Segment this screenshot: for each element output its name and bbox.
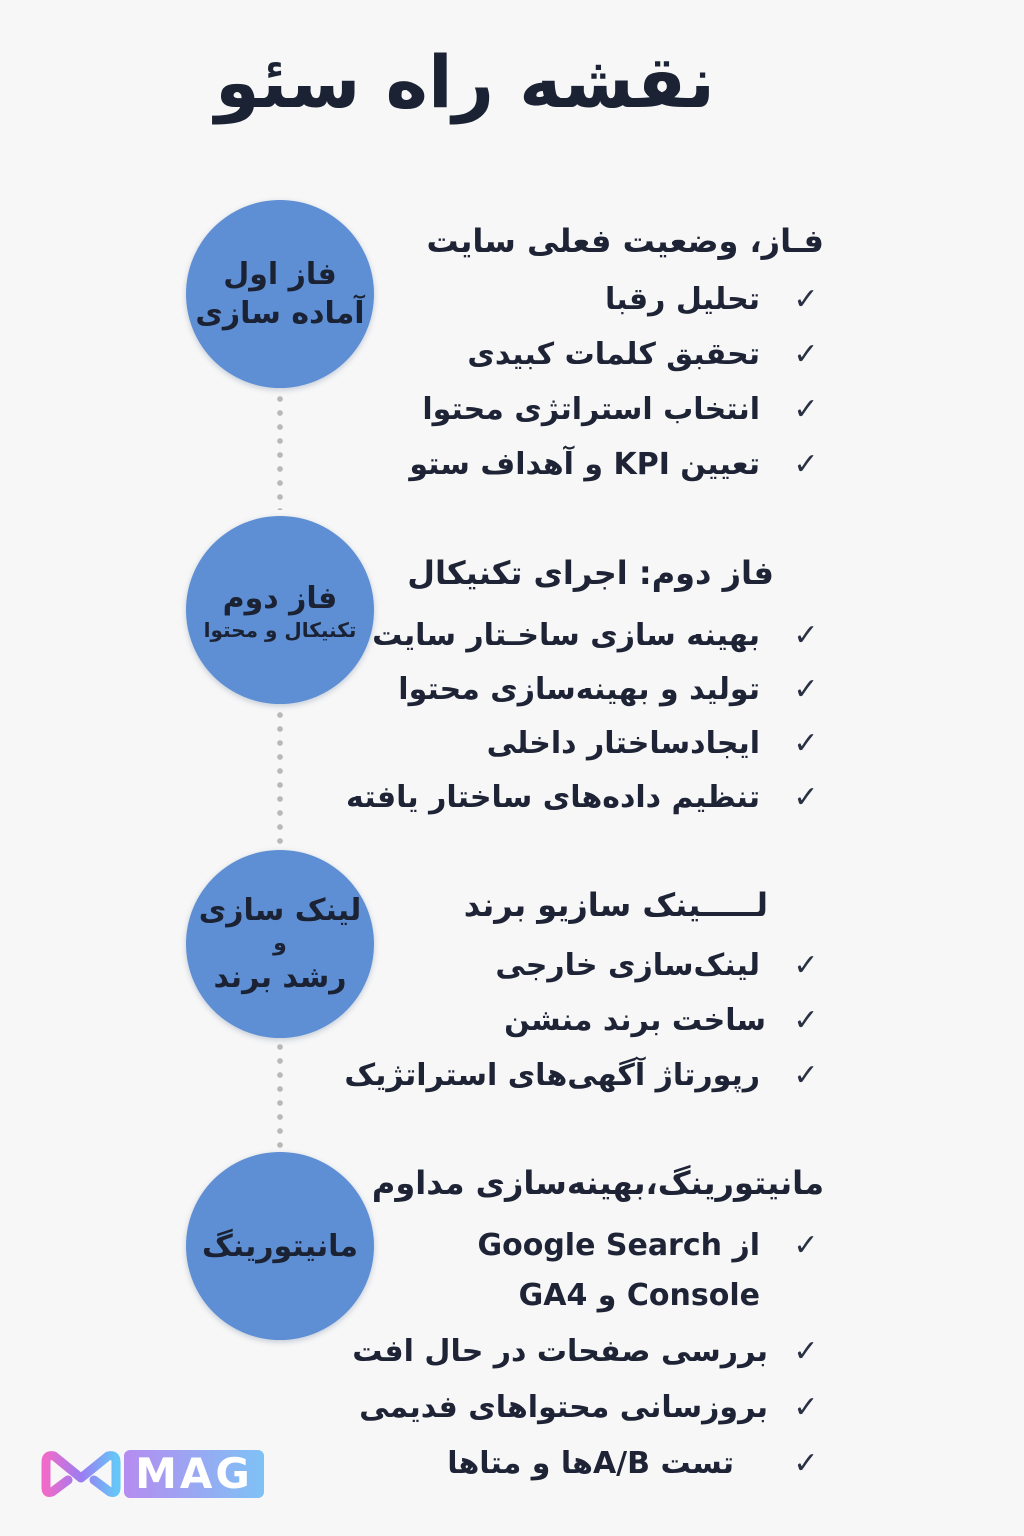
phase-2-item-4: تنظیم داده‌های ساختار یافته [346,780,760,815]
phase-3-circle-line-2: و [273,930,287,956]
phase-3-item-3: رپورتاژ آگهی‌های استراتژیک [344,1058,760,1093]
check-icon: ✓ [793,392,819,427]
phase-4-item-1: از Google Search [477,1228,760,1263]
check-icon: ✓ [793,726,819,761]
phase-2-heading: فاز دوم: اجرای تکنیکال [407,554,774,592]
phase-1-circle-line-2: آماده سازی [195,296,365,331]
phase-1-item-1: تحلیل رقبا [604,282,760,317]
phase-4-circle [186,1152,374,1340]
check-icon: ✓ [793,337,819,372]
check-icon: ✓ [793,1334,819,1369]
phase-1-item-3: انتخاب استراتژی محتوا [422,392,760,427]
check-icon: ✓ [793,1058,819,1093]
phase-1-circle [186,200,374,388]
phase-4-heading: مانیتورینگ،بهینه‌سازی مداوم [371,1164,824,1202]
phase-3-item-2: ساخت برند منشن [504,1003,766,1038]
phase-1-circle-line-1: فاز اول [223,257,337,292]
connector-dots [277,1040,283,1150]
phase-1-item-2: تحقبق کلمات کبیدی [467,337,760,372]
phase-3-circle-line-3: رشد برند [213,960,347,996]
logo-text: MAG [124,1450,264,1498]
check-icon: ✓ [793,1003,819,1038]
check-icon: ✓ [793,1446,819,1481]
check-icon: ✓ [793,1228,819,1263]
check-icon: ✓ [793,1390,819,1425]
phase-2-circle-line-1: فاز دوم [222,580,338,616]
mag-logo [38,1448,264,1500]
phase-4-item-2: بررسی صفحات در حال افت [352,1334,768,1369]
phase-3-circle-line-1: لینک سازی [198,892,362,928]
phase-2-circle [186,516,374,704]
check-icon: ✓ [793,780,819,815]
check-icon: ✓ [793,447,819,482]
check-icon: ✓ [793,672,819,707]
connector-dots [277,392,283,510]
phase-2-item-1: بهینه سازی ساخـتار سایت [372,618,760,653]
connector-dots [277,708,283,848]
page-title: نقشه راه سئو [215,40,715,124]
phase-4-circle-line-1: مانیتورینگ [202,1228,358,1264]
phase-2-circle-line-2: تکنیکال و محتوا [203,617,357,642]
phase-3-circle [186,850,374,1038]
phase-1-item-4: تعیین KPI و آهداف ستو [409,447,760,482]
check-icon: ✓ [793,618,819,653]
infinity-logo-icon [38,1448,124,1500]
phase-1-heading: فـاز، وضعیت فعلی سایت [426,222,824,260]
phase-3-item-1: لینک‌سازی خارجی [495,948,760,983]
phase-4-item-4: تست A/Bها و متاها [447,1446,734,1481]
check-icon: ✓ [793,948,819,983]
phase-2-item-2: تولید و بهینه‌سازی محتوا [398,672,760,707]
check-icon: ✓ [793,282,819,317]
phase-4-item-3: بروزسانی محتواهای فدیمی [359,1390,768,1425]
phase-3-heading: لـــــینک سازیو برند [463,886,768,924]
phase-2-item-3: ایجادساختار داخلی [486,726,760,761]
phase-4-item-1-cont: Console و GA4 [518,1278,760,1313]
